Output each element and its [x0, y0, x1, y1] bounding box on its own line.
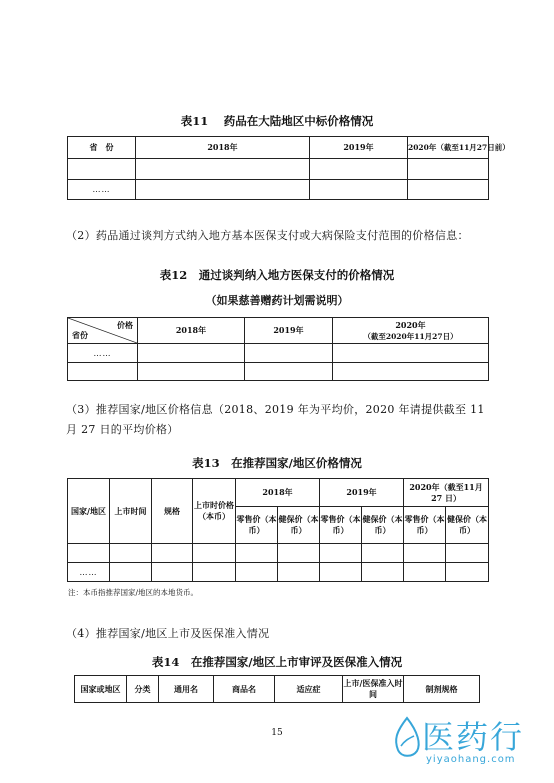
table-row	[68, 180, 489, 200]
table11-ellipsis: ……	[68, 180, 136, 200]
table14-header-generic-name: 通用名	[159, 676, 214, 703]
table13-insurance-2019: 健保价（本币）	[362, 507, 404, 544]
table11-header-2020: 2020年（截至11月27日前）	[408, 137, 489, 159]
table11	[67, 136, 510, 200]
table12-header-2019: 2019年	[245, 318, 333, 344]
table-row	[68, 363, 489, 381]
table12-title: 表12 通过谈判纳入地方医保支付的价格情况	[159, 268, 395, 282]
table11-header-province: 省 份	[68, 137, 136, 159]
table14-header-access-time: 上市/医保准入时间	[343, 676, 404, 703]
paragraph-2: （2）药品通过谈判方式纳入地方基本医保支付或大病保险支付范围的价格信息：	[66, 229, 469, 242]
table12-header-2020	[333, 318, 489, 344]
table12-header-price: 价格	[117, 320, 133, 330]
table14-header-formulation: 制剂规格	[404, 676, 480, 703]
table11-header-2018: 2018年	[136, 137, 310, 159]
table12-ellipsis: ……	[68, 344, 138, 363]
table14-header-category: 分类	[127, 676, 159, 703]
table13-ellipsis: ……	[68, 563, 110, 582]
paragraph-3: （3）推荐国家/地区价格信息（2018、2019 年为平均价，2020 年请提供截至 11 月 27 日的平均价格）	[66, 403, 485, 436]
logo-chinese-text: 医药行	[422, 718, 525, 756]
table-row	[68, 544, 489, 563]
page-number: 15	[271, 728, 283, 738]
table13-note: 注：本币指推荐国家/地区的本地货币。	[68, 588, 199, 597]
table12-header-2020-note: （截至2020年11月27日）	[363, 331, 458, 341]
table-row	[68, 159, 489, 180]
table-row	[68, 563, 489, 582]
leaf-drop-icon	[392, 716, 422, 760]
logo-domain-text: yiyaohang.com	[426, 754, 516, 765]
table13-insurance-2020: 健保价（本币）	[446, 507, 489, 544]
table13-header-2018: 2018年	[236, 479, 320, 507]
table12-header-2020-year: 2020年	[395, 319, 426, 330]
table12	[67, 317, 489, 381]
table11-header-2019: 2019年	[310, 137, 408, 159]
table12-diagonal-header	[68, 318, 138, 344]
table13-header-2019: 2019年	[320, 479, 404, 507]
table13	[67, 478, 489, 582]
table-row	[68, 344, 489, 363]
table13-header-launch-price: 上市时价格（本币）	[193, 479, 236, 544]
table13-header-spec: 规格	[152, 479, 193, 544]
table13-insurance-2018: 健保价（本币）	[278, 507, 320, 544]
table13-retail-2018: 零售价（本币）	[236, 507, 278, 544]
table14	[74, 675, 480, 703]
table14-header-indication: 适应症	[275, 676, 343, 703]
table13-header-launch-time: 上市时间	[110, 479, 152, 544]
paragraph-4: （4）推荐国家/地区上市及医保准入情况	[66, 627, 270, 640]
table14-title: 表14 在推荐国家/地区上市审评及医保准入情况	[151, 655, 403, 669]
table11-title: 表11 药品在大陆地区中标价格情况	[180, 114, 374, 128]
table13-retail-2020: 零售价（本币）	[404, 507, 446, 544]
table13-header-2020: 2020年（截至11月27 日）	[404, 479, 489, 507]
watermark-logo	[392, 712, 542, 772]
table12-header-2018: 2018年	[138, 318, 245, 344]
table14-header-brand-name: 商品名	[214, 676, 275, 703]
table12-header-province: 省份	[72, 330, 88, 340]
table14-header-country: 国家或地区	[75, 676, 127, 703]
table12-subtitle: （如果慈善赠药计划需说明）	[205, 294, 349, 307]
table13-title: 表13 在推荐国家/地区价格情况	[192, 456, 362, 470]
table13-retail-2019: 零售价（本币）	[320, 507, 362, 544]
table13-header-country: 国家/地区	[68, 479, 110, 544]
